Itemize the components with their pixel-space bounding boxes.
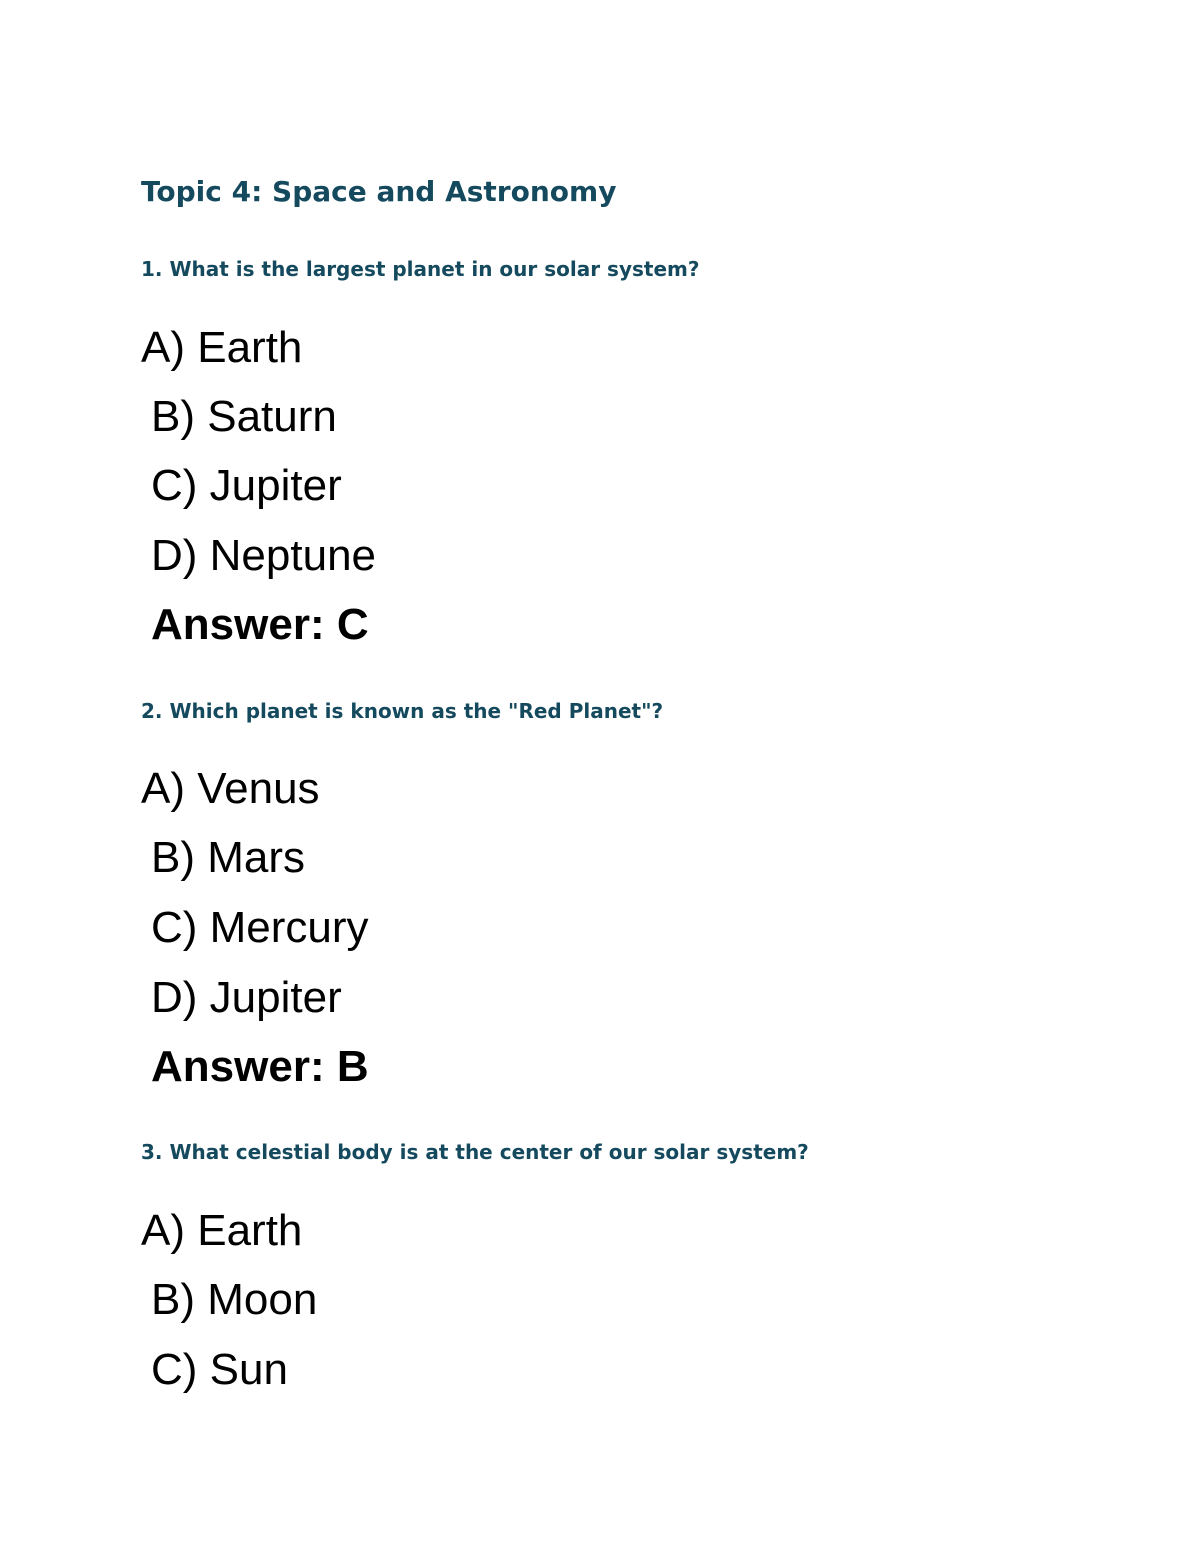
option-d: D) Neptune: [151, 531, 377, 580]
option-c: C) Mercury: [151, 903, 369, 952]
topic-heading: Topic 4: Space and Astronomy: [141, 175, 617, 208]
option-d: D) Jupiter: [151, 973, 342, 1022]
option-b: B) Moon: [151, 1275, 318, 1324]
answer-text: Answer: C: [151, 600, 369, 649]
option-c: C) Sun: [151, 1345, 288, 1394]
question-text: 3. What celestial body is at the center of our solar system?: [141, 1140, 809, 1164]
option-a: A) Earth: [141, 323, 303, 372]
option-a: A) Earth: [141, 1206, 303, 1255]
option-b: B) Mars: [151, 833, 305, 882]
answer-text: Answer: B: [151, 1042, 369, 1091]
question-text: 2. Which planet is known as the "Red Planet"?: [141, 699, 664, 723]
question-text: 1. What is the largest planet in our solar system?: [141, 257, 700, 281]
option-b: B) Saturn: [151, 392, 337, 441]
option-a: A) Venus: [141, 764, 320, 813]
option-c: C) Jupiter: [151, 461, 342, 510]
